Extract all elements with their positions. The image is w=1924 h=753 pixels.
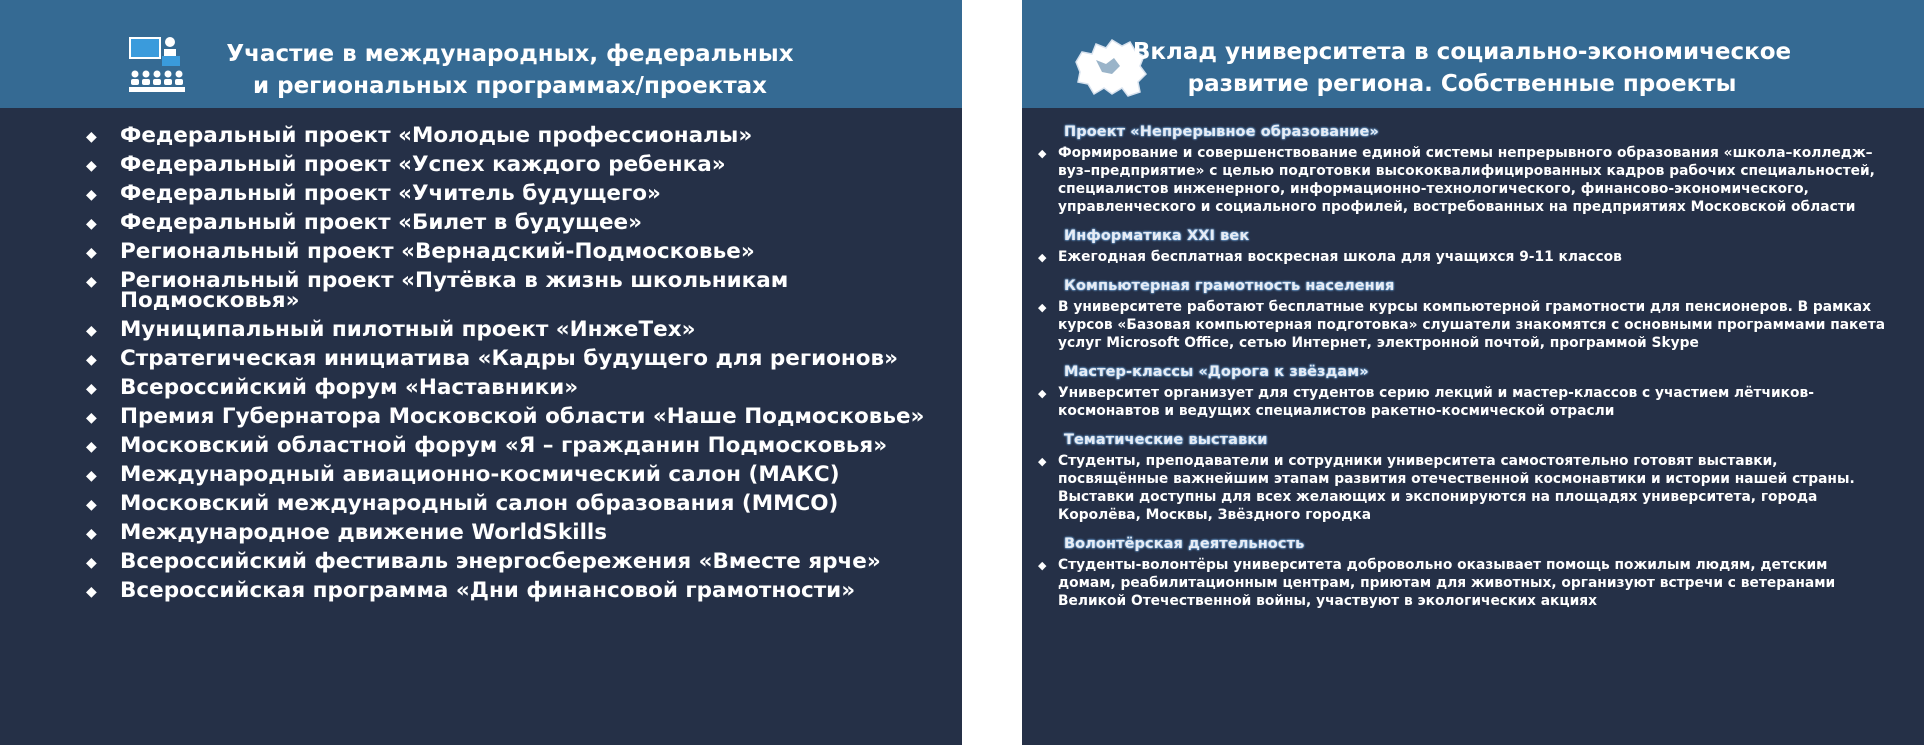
bullet-diamond-icon: ◆ — [86, 274, 97, 290]
projects-sections — [1034, 124, 1914, 622]
bullet-diamond-icon: ◆ — [86, 216, 97, 232]
list-item: ◆ Московский областной форум «Я – гражданин Подмосковья» — [86, 433, 888, 458]
bullet-diamond-icon: ◆ — [86, 439, 97, 455]
right-header-title: Вклад университета в социально-экономическое развитие региона. Собственные проекты — [1132, 39, 1792, 97]
list-item: ◆ Региональный проект «Вернадский-Подмосковье» — [86, 239, 755, 264]
list-item: ◆ Международный авиационно-космический салон (МАКС) — [86, 462, 840, 487]
bullet-diamond-icon: ◆ — [86, 129, 97, 145]
list-item: ◆ Международное движение WorldSkills — [86, 520, 608, 545]
list-item: ◆ Всероссийский фестиваль энергосбережения «Вместе ярче» — [86, 549, 881, 574]
list-item: ◆ Всероссийская программа «Дни финансовой грамотности» — [86, 578, 856, 603]
bullet-diamond-icon: ◆ — [86, 468, 97, 484]
list-item: ◆ Стратегическая инициатива «Кадры будущего для регионов» — [86, 346, 899, 371]
section-title: Волонтёрская деятельность — [1064, 536, 1305, 552]
section-title: Информатика XXI век — [1064, 228, 1250, 244]
bullet-diamond-icon: ◆ — [1038, 455, 1047, 468]
bullet-diamond-icon: ◆ — [86, 245, 97, 261]
right-panel — [1022, 0, 1924, 753]
list-item: ◆ Федеральный проект «Молодые профессионалы» — [86, 123, 753, 148]
bullet-diamond-icon: ◆ — [86, 526, 97, 542]
left-header — [0, 0, 962, 108]
list-item: ◆ Московский международный салон образования (ММСО) — [86, 491, 839, 516]
section-title: Тематические выставки — [1064, 432, 1268, 448]
project-list — [80, 123, 940, 610]
bullet-diamond-icon: ◆ — [1038, 147, 1047, 160]
section-body: ◆ В университете работают бесплатные курсы компьютерной грамотности для пенсионеров. В рамках курсов «Базовая компьютерная подготовка» слушатели знакомятся с основными программами пакета услуг Microsoft Office, сетью Интернет, электронной почтой, программой Skype — [1038, 299, 1886, 351]
bullet-diamond-icon: ◆ — [1038, 559, 1047, 572]
list-item: ◆ Всероссийский форум «Наставники» — [86, 375, 579, 400]
section-title: Компьютерная грамотность населения — [1064, 278, 1395, 294]
bullet-diamond-icon: ◆ — [86, 187, 97, 203]
section-body: ◆ Студенты, преподаватели и сотрудники университета самостоятельно готовят выставки, посвящённые важнейшим этапам развития отечественной космонавтики и истории нашей страны. Выставки доступны для всех желающих и экспонируются на площадях университета, города Королёва, Москвы, Звёздного городка — [1038, 453, 1855, 523]
bottom-strip — [0, 745, 962, 753]
list-item: ◆ Федеральный проект «Успех каждого ребенка» — [86, 152, 726, 177]
section-title: Мастер-классы «Дорога к звёздам» — [1064, 364, 1369, 380]
bullet-diamond-icon: ◆ — [1038, 251, 1047, 264]
list-item: ◆ Федеральный проект «Учитель будущего» — [86, 181, 661, 206]
bullet-diamond-icon: ◆ — [1038, 301, 1047, 314]
list-item: ◆ Муниципальный пилотный проект «ИнжеТех» — [86, 317, 696, 342]
bullet-diamond-icon: ◆ — [86, 584, 97, 600]
list-item: ◆ Премия Губернатора Московской области «Наше Подмосковье» — [86, 404, 925, 429]
presenter-audience-icon — [128, 34, 186, 94]
bullet-diamond-icon: ◆ — [1038, 387, 1047, 400]
section-body: ◆ Ежегодная бесплатная воскресная школа для учащихся 9-11 классов — [1038, 249, 1622, 265]
list-item: ◆ Федеральный проект «Билет в будущее» — [86, 210, 643, 235]
bottom-strip — [1022, 745, 1924, 753]
bullet-diamond-icon: ◆ — [86, 323, 97, 339]
bullet-diamond-icon: ◆ — [86, 158, 97, 174]
bullet-diamond-icon: ◆ — [86, 555, 97, 571]
right-header — [1022, 0, 1924, 108]
section-body: ◆ Студенты-волонтёры университета добровольно оказывает помощь пожилым людям, детским домам, реабилитационным центрам, приютам для животных, организуют встречи с ветеранами Великой Отечественной войны, участвуют в экологических акциях — [1038, 557, 1836, 609]
section-body: ◆ Формирование и совершенствование единой системы непрерывного образования «школа–колледж–вуз–предприятие» с целью подготовки высококвалифицированных кадров рабочих специальностей, специалистов инженерного, информационно-технологического, финансово-экономического, управленческого и социального профилей, востребованных на предприятиях Московской области — [1038, 145, 1875, 215]
bullet-diamond-icon: ◆ — [86, 497, 97, 513]
left-header-title: Участие в международных, федеральных и региональных программах/проектах — [226, 41, 794, 99]
bullet-diamond-icon: ◆ — [86, 352, 97, 368]
bullet-diamond-icon: ◆ — [86, 410, 97, 426]
section-body: ◆ Университет организует для студентов серию лекций и мастер-классов с участием лётчиков-космонавтов и ведущих специалистов ракетно-космической отрасли — [1038, 385, 1814, 419]
section-title: Проект «Непрерывное образование» — [1064, 124, 1379, 140]
list-item: ◆ Региональный проект «Путёвка в жизнь школьникам Подмосковья» — [86, 268, 789, 313]
bullet-diamond-icon: ◆ — [86, 381, 97, 397]
